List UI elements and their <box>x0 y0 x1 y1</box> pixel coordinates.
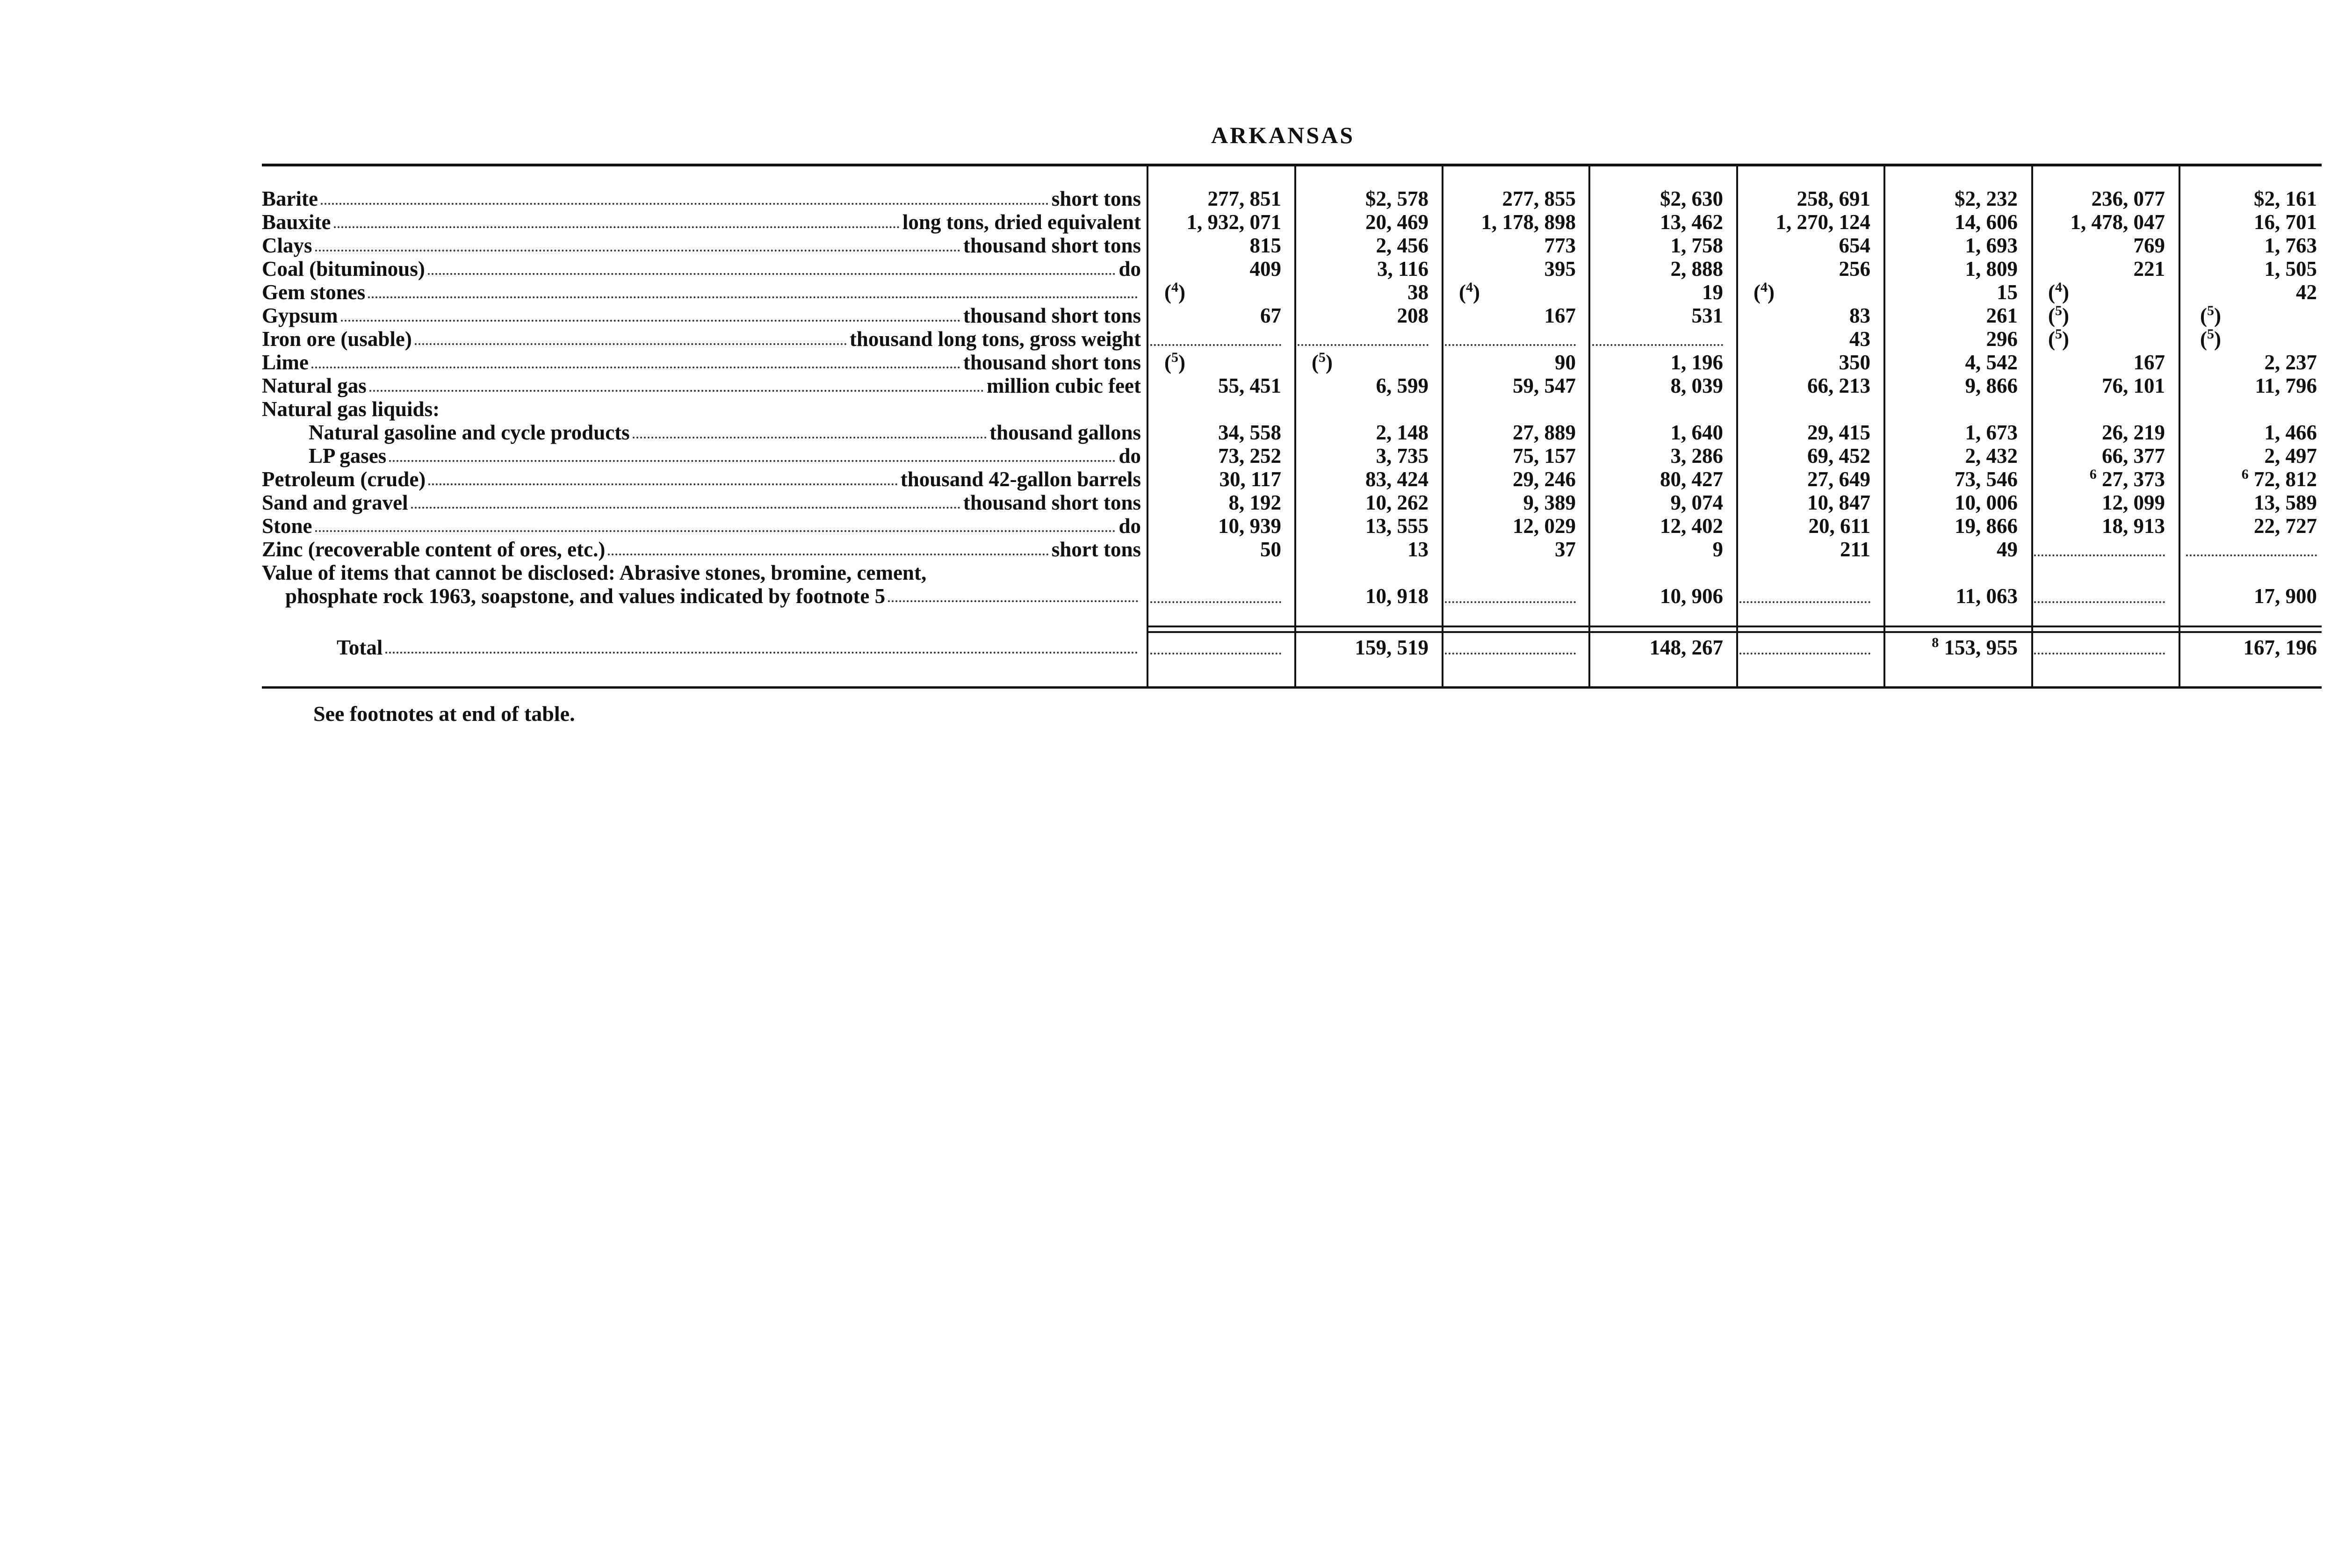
dot-leader <box>389 458 1116 462</box>
dot-leader <box>428 482 897 485</box>
table-cell: 43 <box>1849 327 1870 351</box>
table-cell: 10, 939 <box>1218 514 1281 538</box>
table-cell: 10, 906 <box>1660 584 1723 608</box>
table-row <box>262 538 2322 561</box>
table-cell: 34, 558 <box>1218 421 1281 444</box>
table-row <box>262 210 2322 234</box>
row-unit: do <box>1118 257 1141 281</box>
table-cell: 42 <box>2296 281 2317 304</box>
row-label <box>262 257 1141 281</box>
row-label <box>262 304 1141 327</box>
table-cell: 1, 673 <box>1965 421 2018 444</box>
row-unit: thousand gallons <box>989 421 1141 444</box>
row-item: Natural gasoline and cycle products <box>309 421 630 444</box>
table-cell: 256 <box>1839 257 1870 281</box>
table-cell: 654 <box>1839 234 1870 257</box>
row-item: phosphate rock 1963, soapstone, and values indicated by footnote 5 <box>285 584 886 608</box>
row-label <box>262 234 1141 257</box>
table-cell: $2, 161 <box>2254 187 2317 210</box>
table-row <box>262 468 2322 491</box>
table-row <box>262 421 2322 444</box>
table-cell: 1, 809 <box>1965 257 2018 281</box>
row-item: Natural gas liquids: <box>262 397 440 421</box>
table-cell: 9, 866 <box>1965 374 2018 397</box>
table-cell: 6, 599 <box>1376 374 1429 397</box>
table-row <box>262 257 2322 281</box>
table-cell: 261 <box>1986 304 2018 327</box>
table-cell: 26, 219 <box>2102 421 2165 444</box>
dot-leader <box>369 388 984 392</box>
row-item: LP gases <box>309 444 387 468</box>
table-cell: 8, 192 <box>1228 491 1281 514</box>
table-cell: ($^4$) <box>1459 280 1480 304</box>
table-cell: 11, 796 <box>2255 374 2317 397</box>
table-cell: 769 <box>2133 234 2165 257</box>
table-cell: 211 <box>1840 538 1870 561</box>
table-cell: 1, 270, 124 <box>1775 210 1870 234</box>
table-cell: 1, 640 <box>1670 421 1723 444</box>
table-cell: 19, 866 <box>1955 514 2018 538</box>
row-label <box>262 374 1141 397</box>
table-cell: 80, 427 <box>1660 468 1723 491</box>
table-cell: 49 <box>1997 538 2018 561</box>
table-cell: 20, 611 <box>1808 514 1870 538</box>
table-cell: 13, 462 <box>1660 210 1723 234</box>
table-row <box>262 561 2322 584</box>
empty-cell-dashes <box>2034 653 2165 655</box>
table-cell: 236, 077 <box>2091 187 2165 210</box>
table-cell: 9, 389 <box>1523 491 1576 514</box>
table-cell: 148, 267 <box>1649 636 1723 659</box>
dot-leader <box>315 248 960 252</box>
row-label <box>262 327 1141 351</box>
row-unit: do <box>1118 444 1141 468</box>
table-cell: 27, 649 <box>1807 468 1870 491</box>
table-row <box>262 374 2322 397</box>
row-unit: thousand short tons <box>963 351 1141 374</box>
row-item: Petroleum (crude) <box>262 468 426 491</box>
empty-cell-dashes <box>2186 554 2317 556</box>
table-cell: 2, 148 <box>1376 421 1429 444</box>
dot-leader <box>888 598 1138 602</box>
dot-leader <box>315 528 1116 532</box>
table-cell: ($^4$) <box>1754 280 1775 304</box>
table-cell: 815 <box>1249 234 1281 257</box>
table-cell: $^6$ 72, 812 <box>2241 467 2317 491</box>
table-cell: ($^4$) <box>1164 280 1185 304</box>
dot-leader <box>411 505 960 509</box>
table-row <box>262 514 2322 538</box>
dot-leader <box>311 365 960 368</box>
table-cell: 13, 555 <box>1365 514 1429 538</box>
table-cell: ($^4$) <box>2048 280 2069 304</box>
table-cell: 10, 006 <box>1955 491 2018 514</box>
row-item: Gem stones <box>262 281 366 304</box>
row-label <box>262 491 1141 514</box>
table-cell: $2, 232 <box>1955 187 2018 210</box>
table-cell: 12, 402 <box>1660 514 1723 538</box>
dot-leader <box>368 295 1138 298</box>
table-cell: 14, 606 <box>1955 210 2018 234</box>
empty-cell-dashes <box>2034 554 2165 556</box>
row-item: Total <box>337 636 383 659</box>
table-cell: 296 <box>1986 327 2018 351</box>
table-cell: 17, 900 <box>2254 584 2317 608</box>
row-unit: thousand short tons <box>963 491 1141 514</box>
dot-leader <box>385 650 1138 654</box>
empty-cell-dashes <box>1150 344 1281 346</box>
table-cell: 409 <box>1249 257 1281 281</box>
dot-leader <box>608 552 1048 555</box>
table-cell: $2, 630 <box>1660 187 1723 210</box>
table-cell: 22, 727 <box>2254 514 2317 538</box>
dot-leader <box>428 271 1116 275</box>
table-cell: 19 <box>1702 281 1723 304</box>
table-cell: 69, 452 <box>1807 444 1870 468</box>
table-cell: 10, 847 <box>1807 491 1870 514</box>
table-cell: 1, 932, 071 <box>1186 210 1281 234</box>
row-label <box>262 351 1141 374</box>
row-item: Zinc (recoverable content of ores, etc.) <box>262 538 606 561</box>
table-cell: 3, 286 <box>1670 444 1723 468</box>
table-cell: 27, 889 <box>1513 421 1576 444</box>
row-unit: thousand 42-gallon barrels <box>900 468 1141 491</box>
empty-cell-dashes <box>2034 601 2165 603</box>
empty-cell-dashes <box>1150 601 1281 603</box>
table-cell: 73, 546 <box>1955 468 2018 491</box>
table-cell: 277, 851 <box>1207 187 1281 210</box>
table-cell: 10, 262 <box>1365 491 1429 514</box>
table-cell: 350 <box>1839 351 1870 374</box>
table-cell: 395 <box>1544 257 1576 281</box>
table-cell: 13 <box>1407 538 1429 561</box>
table-cell: 75, 157 <box>1513 444 1576 468</box>
row-unit: thousand long tons, gross weight <box>849 327 1141 351</box>
row-unit: thousand short tons <box>963 234 1141 257</box>
table-cell: ($^5$) <box>1312 350 1333 374</box>
row-label <box>262 187 1141 210</box>
row-label <box>262 281 1141 304</box>
row-label <box>262 444 1141 468</box>
table-cell: 90 <box>1555 351 1576 374</box>
table-top-rule <box>262 164 2322 166</box>
table-cell: 2, 432 <box>1965 444 2018 468</box>
row-unit: thousand short tons <box>963 304 1141 327</box>
row-unit: long tons, dried equivalent <box>902 210 1141 234</box>
table-cell: 66, 213 <box>1807 374 1870 397</box>
table-cell: $2, 578 <box>1365 187 1429 210</box>
empty-cell-dashes <box>1298 344 1429 346</box>
table-cell: 11, 063 <box>1956 584 2018 608</box>
row-unit: short tons <box>1051 187 1141 210</box>
table-cell: 18, 913 <box>2102 514 2165 538</box>
row-label <box>262 636 1141 659</box>
table-cell: ($^5$) <box>2200 326 2221 351</box>
table-cell: 10, 918 <box>1365 584 1429 608</box>
row-unit: million cubic feet <box>987 374 1141 397</box>
table-row <box>262 397 2322 421</box>
table-cell: 167, 196 <box>2243 636 2317 659</box>
row-label <box>262 514 1141 538</box>
table-cell: 4, 542 <box>1965 351 2018 374</box>
table-cell: ($^5$) <box>2048 326 2069 351</box>
table-cell: 83 <box>1849 304 1870 327</box>
row-item: Coal (bituminous) <box>262 257 425 281</box>
table-cell: ($^5$) <box>2048 303 2069 327</box>
table-cell: 277, 855 <box>1502 187 1576 210</box>
table-cell: 59, 547 <box>1513 374 1576 397</box>
table-cell: 30, 117 <box>1219 468 1281 491</box>
table-cell: 38 <box>1407 281 1429 304</box>
table-cell: 1, 763 <box>2264 234 2317 257</box>
row-item: Sand and gravel <box>262 491 408 514</box>
table-row <box>262 234 2322 257</box>
table-cell: 20, 469 <box>1365 210 1429 234</box>
table-cell: 221 <box>2133 257 2165 281</box>
empty-cell-dashes <box>1739 601 1870 603</box>
table-row <box>262 584 2322 608</box>
table-cell: 16, 701 <box>2254 210 2317 234</box>
table-row <box>262 444 2322 468</box>
row-label <box>262 397 1141 421</box>
empty-cell-dashes <box>1592 344 1723 346</box>
empty-cell-dashes <box>1445 344 1576 346</box>
row-label <box>262 561 1141 584</box>
table-cell: 1, 196 <box>1670 351 1723 374</box>
table-cell: 773 <box>1544 234 1576 257</box>
table-cell: ($^5$) <box>1164 350 1185 374</box>
table-cell: 2, 497 <box>2264 444 2317 468</box>
table-cell: 1, 505 <box>2264 257 2317 281</box>
row-item: Gypsum <box>262 304 338 327</box>
table-row <box>262 636 2322 659</box>
table-cell: 1, 478, 047 <box>2070 210 2165 234</box>
table-row <box>262 327 2322 351</box>
table-cell: 159, 519 <box>1355 636 1429 659</box>
table-row <box>262 187 2322 210</box>
table-row <box>262 351 2322 374</box>
table-cell: 76, 101 <box>2102 374 2165 397</box>
empty-cell-dashes <box>1445 653 1576 655</box>
row-item: Iron ore (usable) <box>262 327 412 351</box>
table-cell: 9 <box>1712 538 1723 561</box>
empty-cell-dashes <box>1445 601 1576 603</box>
row-label <box>262 584 1141 608</box>
table-row <box>262 281 2322 304</box>
total-rule-lower <box>1148 631 2322 633</box>
table-cell: 50 <box>1260 538 1281 561</box>
table-cell: 37 <box>1555 538 1576 561</box>
row-label <box>262 421 1141 444</box>
table-cell: 12, 029 <box>1513 514 1576 538</box>
table-cell: 55, 451 <box>1218 374 1281 397</box>
row-unit: short tons <box>1051 538 1141 561</box>
row-item: Value of items that cannot be disclosed: Abrasive stones, bromine, cement, <box>262 561 927 584</box>
table-cell: 208 <box>1397 304 1429 327</box>
table-cell: 9, 074 <box>1670 491 1723 514</box>
row-label <box>262 210 1141 234</box>
row-label <box>262 538 1141 561</box>
empty-cell-dashes <box>1739 653 1870 655</box>
table-cell: 2, 237 <box>2264 351 2317 374</box>
table-cell: 29, 415 <box>1807 421 1870 444</box>
table-cell: ($^5$) <box>2200 303 2221 327</box>
table-cell: 167 <box>1544 304 1576 327</box>
row-item: Stone <box>262 514 312 538</box>
table-cell: 3, 735 <box>1376 444 1429 468</box>
table-cell: 29, 246 <box>1513 468 1576 491</box>
table-bottom-rule <box>262 686 2322 689</box>
dot-leader <box>415 341 847 345</box>
row-unit: do <box>1118 514 1141 538</box>
table-cell: 8, 039 <box>1670 374 1723 397</box>
table-row <box>262 491 2322 514</box>
footnote-note: See footnotes at end of table. <box>313 702 575 726</box>
row-item: Clays <box>262 234 312 257</box>
table-cell: 83, 424 <box>1365 468 1429 491</box>
row-item: Bauxite <box>262 210 331 234</box>
table-cell: 12, 099 <box>2102 491 2165 514</box>
table-row <box>262 304 2322 327</box>
total-rule-upper <box>1148 626 2322 627</box>
table-cell: 1, 178, 898 <box>1481 210 1576 234</box>
table-cell: 73, 252 <box>1218 444 1281 468</box>
table-cell: 1, 466 <box>2264 421 2317 444</box>
row-item: Natural gas <box>262 374 367 397</box>
dot-leader <box>633 435 987 439</box>
table-cell: 1, 693 <box>1965 234 2018 257</box>
table-cell: $^8$ 153, 955 <box>1932 635 2018 659</box>
row-item: Barite <box>262 187 318 210</box>
row-item: Lime <box>262 351 309 374</box>
table-cell: 66, 377 <box>2102 444 2165 468</box>
table-cell: 13, 589 <box>2254 491 2317 514</box>
table-cell: 15 <box>1997 281 2018 304</box>
dot-leader <box>341 318 960 322</box>
dot-leader <box>321 201 1049 205</box>
table-cell: 67 <box>1260 304 1281 327</box>
table-cell: 1, 758 <box>1670 234 1723 257</box>
table-cell: 167 <box>2133 351 2165 374</box>
table-cell: 258, 691 <box>1797 187 1870 210</box>
table-cell: 2, 456 <box>1376 234 1429 257</box>
table-cell: 2, 888 <box>1670 257 1723 281</box>
empty-cell-dashes <box>1150 653 1281 655</box>
table-cell: $^6$ 27, 373 <box>2089 467 2165 491</box>
dot-leader <box>334 224 900 228</box>
row-label <box>262 468 1141 491</box>
table-cell: 3, 116 <box>1377 257 1429 281</box>
table-cell: 531 <box>1691 304 1723 327</box>
